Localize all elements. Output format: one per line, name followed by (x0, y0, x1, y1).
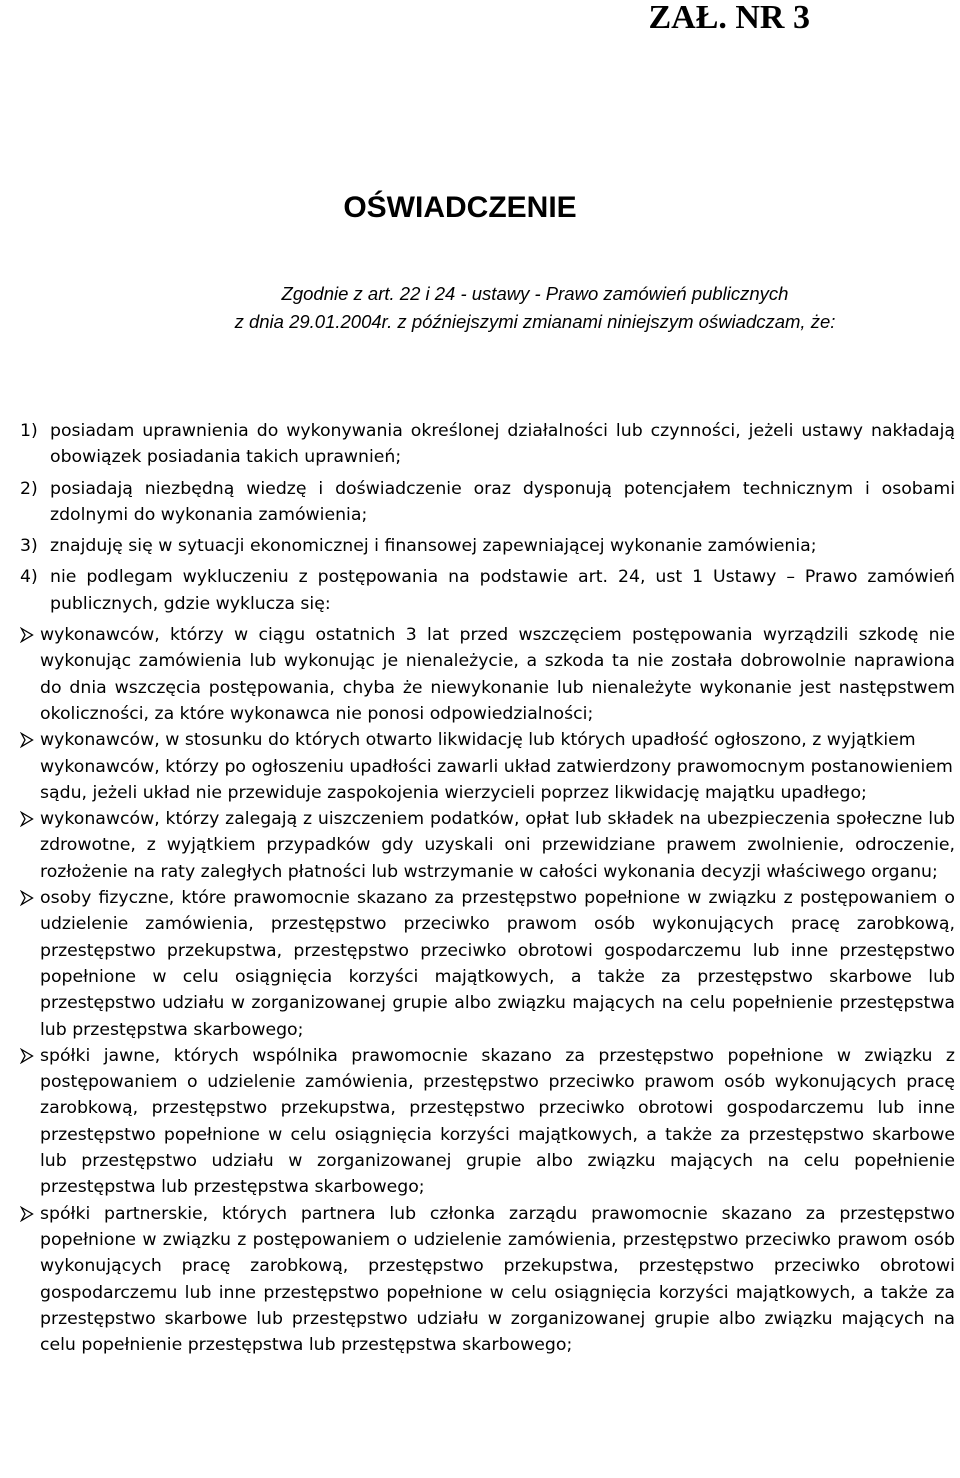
item-number: 3) (20, 536, 38, 557)
arrowhead-bullet-icon (20, 806, 40, 832)
arrowhead-bullet-icon (20, 622, 40, 648)
item-text: znajduję się w sytuacji ekonomicznej i finansowej zapewniającej wykonanie zamówienia; (50, 536, 817, 557)
list-item (20, 885, 955, 1043)
arrowhead-bullet-icon (20, 727, 40, 753)
list-item-text: wykonawców, którzy zalegają z uiszczeniem podatków, opłat lub składek na ubezpieczenia społeczne lub zdrowotne, z wyjątkiem przypadków gdy uzyskali oni przewidziane prawem zwolnienie, odroczenie, rozłożenie na raty zaległych płatności lub wstrzymanie w całości wykonania decyzji właściwego organu; (40, 809, 955, 882)
declaration-item-4 (20, 564, 955, 617)
list-item (20, 622, 955, 727)
arrowhead-bullet-icon (20, 1201, 40, 1227)
declaration-item-3 (20, 533, 955, 559)
declaration-item-1 (20, 418, 955, 471)
item-number: 2) (20, 478, 38, 499)
arrowhead-bullet-icon (20, 885, 40, 911)
list-item (20, 1201, 955, 1359)
list-item-text: osoby fizyczne, które prawomocnie skazano za przestępstwo popełnione w związku z postępowaniem o udzielenie zamówienia, przestępstwo przeciwko prawom osób wykonujących pracę zarobkową, przestępstwo przekupstwa, przestępstwo przeciwko obrotowi gospodarczemu lub inne przestępstwo popełnione w celu osiągnięcia korzyści majątkowych, a także za przestępstwo skarbowe lub przestępstwo udziału w zorganizowanej grupie albo związku mających na celu popełnienie przestępstwa lub przestępstwa skarbowego; (40, 888, 955, 1040)
list-item (20, 727, 955, 806)
item-text: posiadają niezbędną wiedzę i doświadczenie oraz dysponują potencjałem technicznym i osobami zdolnymi do wykonania zamówienia; (50, 478, 955, 525)
list-item-text: spółki partnerskie, których partnera lub członka zarządu prawomocnie skazano za przestępstwo popełnione w związku z postępowaniem o udzielenie zamówienia, przestępstwo przeciwko prawom osób wykonujących pracę zarobkową, przestępstwo przekupstwa, przestępstwo przeciwko obrotowi gospodarczemu lub inne przestępstwo popełnione w celu osiągnięcia korzyści majątkowych, a także za przestępstwo skarbowe lub przestępstwo udziału w zorganizowanej grupie albo związku mających na celu popełnienie przestępstwa lub przestępstwa skarbowego; (40, 1203, 955, 1356)
declaration-item-2 (20, 476, 955, 529)
item-text: posiadam uprawnienia do wykonywania określonej działalności lub czynności, jeżeli ustawy nakładają obowiązek posiadania takich uprawnień; (50, 421, 955, 468)
list-item-text: spółki jawne, których wspólnika prawomocnie skazano za przestępstwo popełnione w związku z postępowaniem o udzielenie zamówienia, przestępstwo przeciwko prawom osób wykonujących pracę zarobkową, przestępstwo przekupstwa, przestępstwo przeciwko obrotowi gospodarczemu lub inne przestępstwo popełnione w celu osiągnięcia korzyści majątkowych, a także za przestępstwo skarbowe lub przestępstwo udziału w zorganizowanej grupie albo związku mających na celu popełnienie przestępstwa lub przestępstwa skarbowego; (40, 1045, 955, 1198)
list-item (20, 806, 955, 885)
declaration-body (20, 418, 955, 1358)
list-item-text: wykonawców, w stosunku do których otwarto likwidację lub których upadłość ogłoszono, z wyjątkiem wykonawców, którzy po ogłoszeniu upadłości zawarli układ zatwierdzony prawomocnym postanowieniem sądu, jeżeli układ nie przewiduje zaspokojenia wierzycieli poprzez likwidację majątku upadłego; (40, 730, 953, 803)
item-number: 1) (20, 421, 38, 441)
list-item-text: wykonawców, którzy w ciągu ostatnich 3 lat przed wszczęciem postępowania wyrządzili szkodę nie wykonując zamówienia lub wykonując je nienależycie, a szkoda ta nie została dobrowolnie naprawiona do dnia wszczęcia postępowania, chyba że niewykonanie lub nienależyte wykonanie jest następstwem okoliczności, za które wykonawca nie ponosi odpowiedzialności; (40, 625, 955, 724)
intro-line-2: z dnia 29.01.2004r. z późniejszymi zmianami niniejszym oświadczam, że: (234, 311, 836, 332)
document-title: OŚWIADCZENIE (343, 191, 577, 224)
list-item (20, 1043, 955, 1201)
intro-line-1: Zgodnie z art. 22 i 24 - ustawy - Prawo zamówień publicznych (281, 283, 789, 304)
arrowhead-bullet-icon (20, 1043, 40, 1069)
legal-basis-intro (0, 280, 960, 336)
item-number: 4) (20, 567, 38, 588)
attachment-label: ZAŁ. NR 3 (648, 0, 810, 36)
item-text: nie podlegam wykluczeniu z postępowania na podstawie art. 24, ust 1 Ustawy – Prawo zamówień publicznych, gdzie wyklucza się: (50, 567, 955, 614)
exclusion-list (20, 622, 955, 1358)
